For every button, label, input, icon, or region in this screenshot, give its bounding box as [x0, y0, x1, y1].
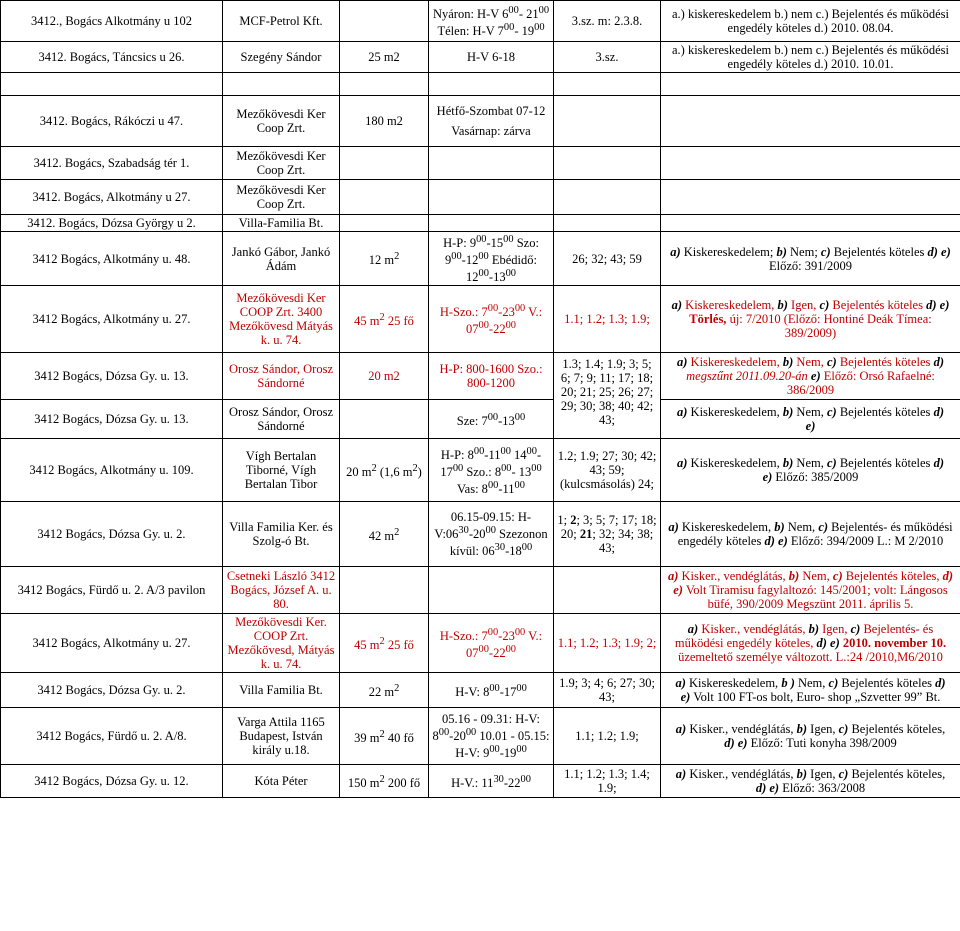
owner-cell: Kóta Péter	[223, 765, 340, 798]
table-row	[1, 1, 960, 42]
table-row	[1, 708, 960, 765]
address-cell: 3412 Bogács, Fürdő u. 2. A/8.	[1, 708, 223, 765]
hours-cell: H-Szo.: $7^{00}-23^{00}$ V.: $07^{00}-22^{00}$	[429, 614, 554, 673]
owner-cell: Villa Familia Ker. és Szolg-ó Bt.	[223, 502, 340, 567]
permit-cell: a) Kiskereskedelem, b) Nem, c) Bejelentés köteles d) megszűnt 2011.09.20-án e) Előző: Orsó Rafaelné: 386/2009	[661, 353, 960, 400]
area-cell: 45 $m^2$ 25 fő	[340, 286, 429, 353]
area-cell: 25 m2	[340, 42, 429, 73]
table-row	[1, 42, 960, 73]
activities-cell: 1.9; 3; 4; 6; 27; 30; 43;	[554, 673, 661, 708]
hours-cell: H-P: $9^{00}-15^{00}$ Szo: $9^{00}-12^{00}$ Ebédidő: $12^{00}-13^{00}$	[429, 232, 554, 286]
table-row	[1, 73, 960, 96]
owner-cell: Csetneki László 3412 Bogács, József A. u. 80.	[223, 567, 340, 614]
owner-cell: Villa Familia Bt.	[223, 673, 340, 708]
owner-cell: Jankó Gábor, Jankó Ádám	[223, 232, 340, 286]
area-cell: 42 $m^2$	[340, 502, 429, 567]
hours-cell: 06.15-09.15: $H-V:06^{30}-20^{00}$ Szezonon kívül: $06^{30}-18^{00}$	[429, 502, 554, 567]
hours-cell: H-V.: $11^{30}-22^{00}$	[429, 765, 554, 798]
owner-cell: Mezőkövesdi Ker Coop Zrt.	[223, 147, 340, 180]
hours-cell: Hétfő-Szombat 07-12 Vasárnap: zárva	[429, 96, 554, 147]
hours-cell: H-V: $8^{00}-17^{00}$	[429, 673, 554, 708]
activities-cell: 1.1; 1.2; 1.3; 1.9;	[554, 286, 661, 353]
owner-cell: Mezőkövesdi Ker Coop Zrt.	[223, 180, 340, 215]
permit-cell: a.) kiskereskedelem b.) nem c.) Bejelentés és működési engedély köteles d.) 2010. 10.01.	[661, 42, 960, 73]
area-cell: 180 m2	[340, 96, 429, 147]
table-row	[1, 215, 960, 232]
permit-cell: a) Kisker., vendéglátás, b) Nem, c) Bejelentés köteles, d) e) Volt Tiramisu fagylaltozó: 145/2001; volt: Lángosos büfé, 390/2009 Megszünt 2011. április 5.	[661, 567, 960, 614]
table-row	[1, 439, 960, 502]
table-row	[1, 673, 960, 708]
owner-cell: MCF-Petrol Kft.	[223, 1, 340, 42]
permit-cell: a) Kisker., vendéglátás, b) Igen, c) Bejelentés köteles, d) e) Előző: Tuti konyha 398/2009	[661, 708, 960, 765]
table-row	[1, 96, 960, 147]
activities-cell: 1; 2; 3; 5; 7; 17; 18; 20; 21; 32; 34; 38; 43;	[554, 502, 661, 567]
owner-cell: Orosz Sándor, Orosz Sándorné	[223, 353, 340, 400]
permit-cell: a) Kiskereskedelem, b) Nem, c) Bejelentés- és működési engedély köteles d) e) Előző: 394/2009 L.: M 2/2010	[661, 502, 960, 567]
address-cell: 3412 Bogács, Dózsa Gy. u. 13.	[1, 353, 223, 400]
address-cell: 3412 Bogács, Dózsa Gy. u. 13.	[1, 400, 223, 439]
activities-cell: 1.1; 1.2; 1.3; 1.4; 1.9;	[554, 765, 661, 798]
activities-cell: 1.2; 1.9; 27; 30; 42; 43; 59; (kulcsmásolás) 24;	[554, 439, 661, 502]
hours-cell: H-P: 800-1600 Szo.: 800-1200	[429, 353, 554, 400]
address-cell: 3412. Bogács, Rákóczi u 47.	[1, 96, 223, 147]
permit-cell: a) Kiskereskedelem; b) Nem; c) Bejelentés köteles d) e) Előző: 391/2009	[661, 232, 960, 286]
activities-cell: 1.3; 1.4; 1.9; 3; 5; 6; 7; 9; 11; 17; 18; 20; 21; 25; 26; 27; 29; 30; 38; 40; 42; 43;	[554, 353, 661, 439]
activities-cell: 1.1; 1.2; 1.9;	[554, 708, 661, 765]
owner-cell: Varga Attila 1165 Budapest, István király u.18.	[223, 708, 340, 765]
area-cell: 45 $m^2$ 25 fő	[340, 614, 429, 673]
owner-cell: Szegény Sándor	[223, 42, 340, 73]
table-row	[1, 567, 960, 614]
table-row	[1, 286, 960, 353]
table-row	[1, 353, 960, 400]
owner-cell: Mezőkövesdi Ker. COOP Zrt. Mezőkövesd, Mátyás k. u. 74.	[223, 614, 340, 673]
owner-cell: Orosz Sándor, Orosz Sándorné	[223, 400, 340, 439]
permit-cell: a) Kiskereskedelem, b) Nem, c) Bejelentés köteles d) e) Előző: 385/2009	[661, 439, 960, 502]
address-cell: 3412. Bogács, Táncsics u 26.	[1, 42, 223, 73]
owner-cell: Vígh Bertalan Tiborné, Vígh Bertalan Tibor	[223, 439, 340, 502]
activities-cell: 3.sz.	[554, 42, 661, 73]
permit-cell: a) Kisker., vendéglátás, b) Igen, c) Bejelentés- és működési engedély köteles, d) e) 2010. november 10. üzemeltető személye változott. L.:24 /2010,M6/2010	[661, 614, 960, 673]
table-row	[1, 502, 960, 567]
area-cell: 20 m2	[340, 353, 429, 400]
table-row	[1, 765, 960, 798]
address-cell: 3412. Bogács, Alkotmány u 27.	[1, 180, 223, 215]
hours-cell: 05.16 - 09.31: H-V: $8^{00}-20^{00}$ 10.01 - 05.15: H-V: $9^{00}-19^{00}$	[429, 708, 554, 765]
owner-cell: Mezőkövesdi Ker COOP Zrt. 3400 Mezőkövesd Mátyás k. u. 74.	[223, 286, 340, 353]
address-cell: 3412 Bogács, Alkotmány u. 27.	[1, 614, 223, 673]
address-cell: 3412. Bogács, Szabadság tér 1.	[1, 147, 223, 180]
owner-cell: Mezőkövesdi Ker Coop Zrt.	[223, 96, 340, 147]
table-row	[1, 400, 960, 439]
address-cell: 3412 Bogács, Alkotmány u. 48.	[1, 232, 223, 286]
table-row	[1, 232, 960, 286]
table-row	[1, 147, 960, 180]
address-cell: 3412 Bogács, Dózsa Gy. u. 2.	[1, 502, 223, 567]
hours-cell: H-P: $8^{00}-11^{00}$ $14^{00}-17^{00}$ Szo.: $8^{00}-$ $13^{00}$ Vas: $8^{00}-11^{00}$	[429, 439, 554, 502]
area-cell: 12 $m^2$	[340, 232, 429, 286]
hours-cell: H-Szo.: $7^{00}-23^{00}$ V.: $07^{00}-22^{00}$	[429, 286, 554, 353]
hours-cell: Sze: $7^{00}-13^{00}$	[429, 400, 554, 439]
activities-cell: 26; 32; 43; 59	[554, 232, 661, 286]
area-cell	[340, 1, 429, 42]
address-cell: 3412 Bogács, Dózsa Gy. u. 2.	[1, 673, 223, 708]
area-cell: 22 $m^2$	[340, 673, 429, 708]
area-cell: 150 $m^2$ 200 fő	[340, 765, 429, 798]
table-row	[1, 180, 960, 215]
address-cell: 3412 Bogács, Dózsa Gy. u. 12.	[1, 765, 223, 798]
address-cell: 3412 Bogács, Fürdő u. 2. A/3 pavilon	[1, 567, 223, 614]
address-cell: 3412 Bogács, Alkotmány u. 109.	[1, 439, 223, 502]
area-cell: 39 $m^2$ 40 fő	[340, 708, 429, 765]
table-row	[1, 614, 960, 673]
address-cell: 3412 Bogács, Alkotmány u. 27.	[1, 286, 223, 353]
permit-cell: a) Kisker., vendéglátás, b) Igen, c) Bejelentés köteles, d) e) Előző: 363/2008	[661, 765, 960, 798]
hours-cell: H-V 6-18	[429, 42, 554, 73]
activities-cell: 1.1; 1.2; 1.3; 1.9; 2;	[554, 614, 661, 673]
owner-cell: Villa-Familia Bt.	[223, 215, 340, 232]
area-cell: 20 $m^2$ (1,6 $m^2$)	[340, 439, 429, 502]
activities-cell: 3.sz. m: 2.3.8.	[554, 1, 661, 42]
hours-cell: Nyáron: H-V $6^{00}-$ $21^{00}$ Télen: H-V $7^{00}-$ $19^{00}$	[429, 1, 554, 42]
permit-cell: a) Kiskereskedelem, b ) Nem, c) Bejelentés köteles d) e) Volt 100 FT-os bolt, Euro- shop „Szvetter 99” Bt.	[661, 673, 960, 708]
permit-cell: a) Kiskereskedelem, b) Nem, c) Bejelentés köteles d) e)	[661, 400, 960, 439]
permit-cell: a.) kiskereskedelem b.) nem c.) Bejelentés és működési engedély köteles d.) 2010. 08.04.	[661, 1, 960, 42]
address-cell: 3412. Bogács, Dózsa György u 2.	[1, 215, 223, 232]
address-cell: 3412., Bogács Alkotmány u 102	[1, 1, 223, 42]
permit-cell: a) Kiskereskedelem, b) Igen, c) Bejelentés köteles d) e) Törlés, új: 7/2010 (Előző: Hontiné Deák Tímea: 389/2009)	[661, 286, 960, 353]
